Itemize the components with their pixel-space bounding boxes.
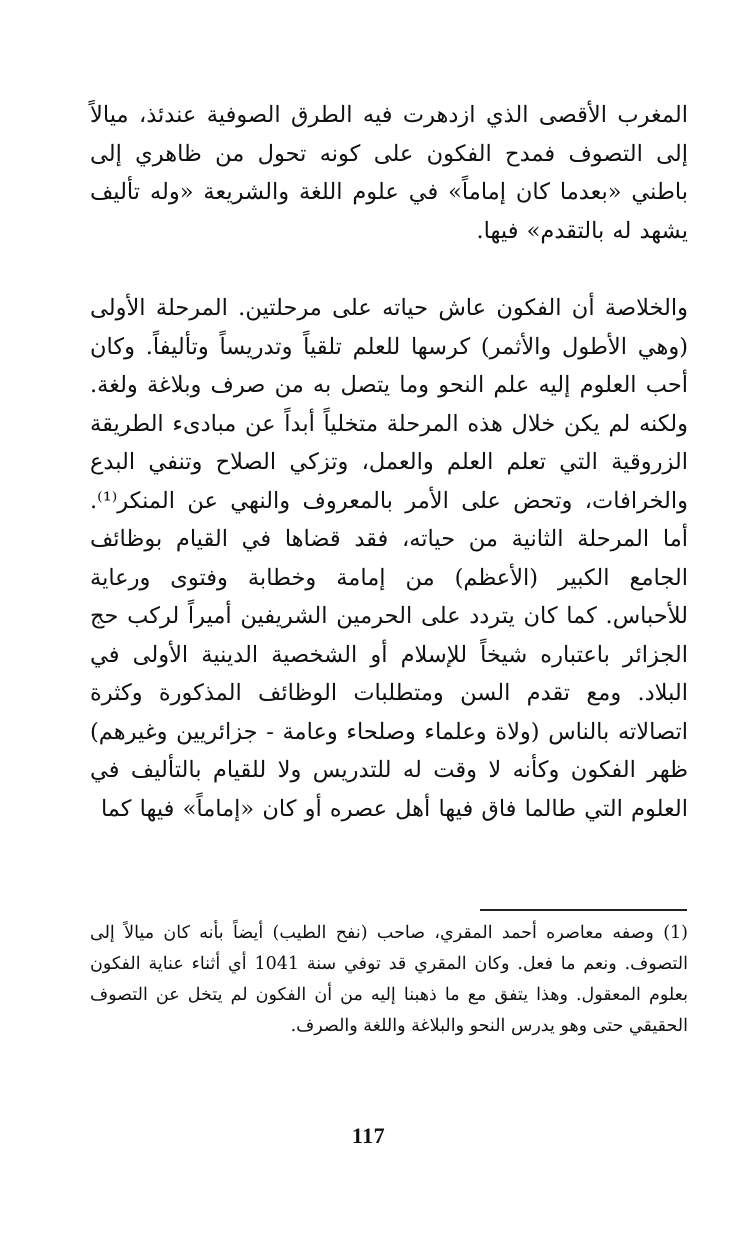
body-paragraph-2: والخلاصة أن الفكون عاش حياته على مرحلتين. المرحلة الأولى (وهي الأطول والأثمر) كرسها للعلم تلقياً وتدريساً وتأليفاً. وكان أحب العلوم إليه علم النحو وما يتصل به من صرف وبلاغة ولغة. ولكنه لم يكن خلال هذه المرحلة متخلياً أبداً عن مبادىء الطريقة الزروقية التي تعلم العلم والعمل، وتزكي الصلاح وتنفي البدع والخرافات، وتحض على الأمر بالمعروف والنهي عن المنكر⁽¹⁾. أما المرحلة الثانية من حياته، فقد قضاها في القيام بوظائف الجامع الكبير (الأعظم) من إمامة وخطابة وفتوى ورعاية للأحباس. كما كان يتردد على الحرمين الشريفين أميراً لركب حج الجزائر باعتباره شيخاً للإسلام أو الشخصية الدينية الأولى في البلاد. ومع تقدم السن ومتطلبات الوظائف المذكورة وكثرة اتصالاته بالناس (ولاة وعلماء وصلحاء وعامة - جزائريين وغيرهم) ظهر الفكون وكأنه لا وقت له للتدريس ولا للقيام بالتأليف في العلوم التي طالما فاق فيها أهل عصره أو كان «إماماً» فيها كما xyxy=(90,295,688,822)
footnote: (1) وصفه معاصره أحمد المقري، صاحب (نفح الطيب) أيضاً بأنه كان ميالاً إلى التصوف. ونعم ما فعل. وكان المقري قد توفي سنة 1041 أي أثناء عناية الفكون بعلوم المعقول. وهذا يتفق مع ما ذهبنا إليه من أن الفكون لم يتخل عن التصوف الحقيقي حتى وهو يدرس النحو والبلاغة واللغة والصرف. xyxy=(90,923,688,1036)
footnote-separator xyxy=(480,909,687,911)
body-paragraph-1: المغرب الأقصى الذي ازدهرت فيه الطرق الصوفية عندئذ، ميالاً إلى التصوف فمدح الفكون على كونه تحول من ظاهري إلى باطني «بعدما كان إماماً» في علوم اللغة والشريعة «وله تأليف يشهد له بالتقدم» فيها. xyxy=(90,102,688,244)
page-number: 117 xyxy=(351,1123,386,1148)
